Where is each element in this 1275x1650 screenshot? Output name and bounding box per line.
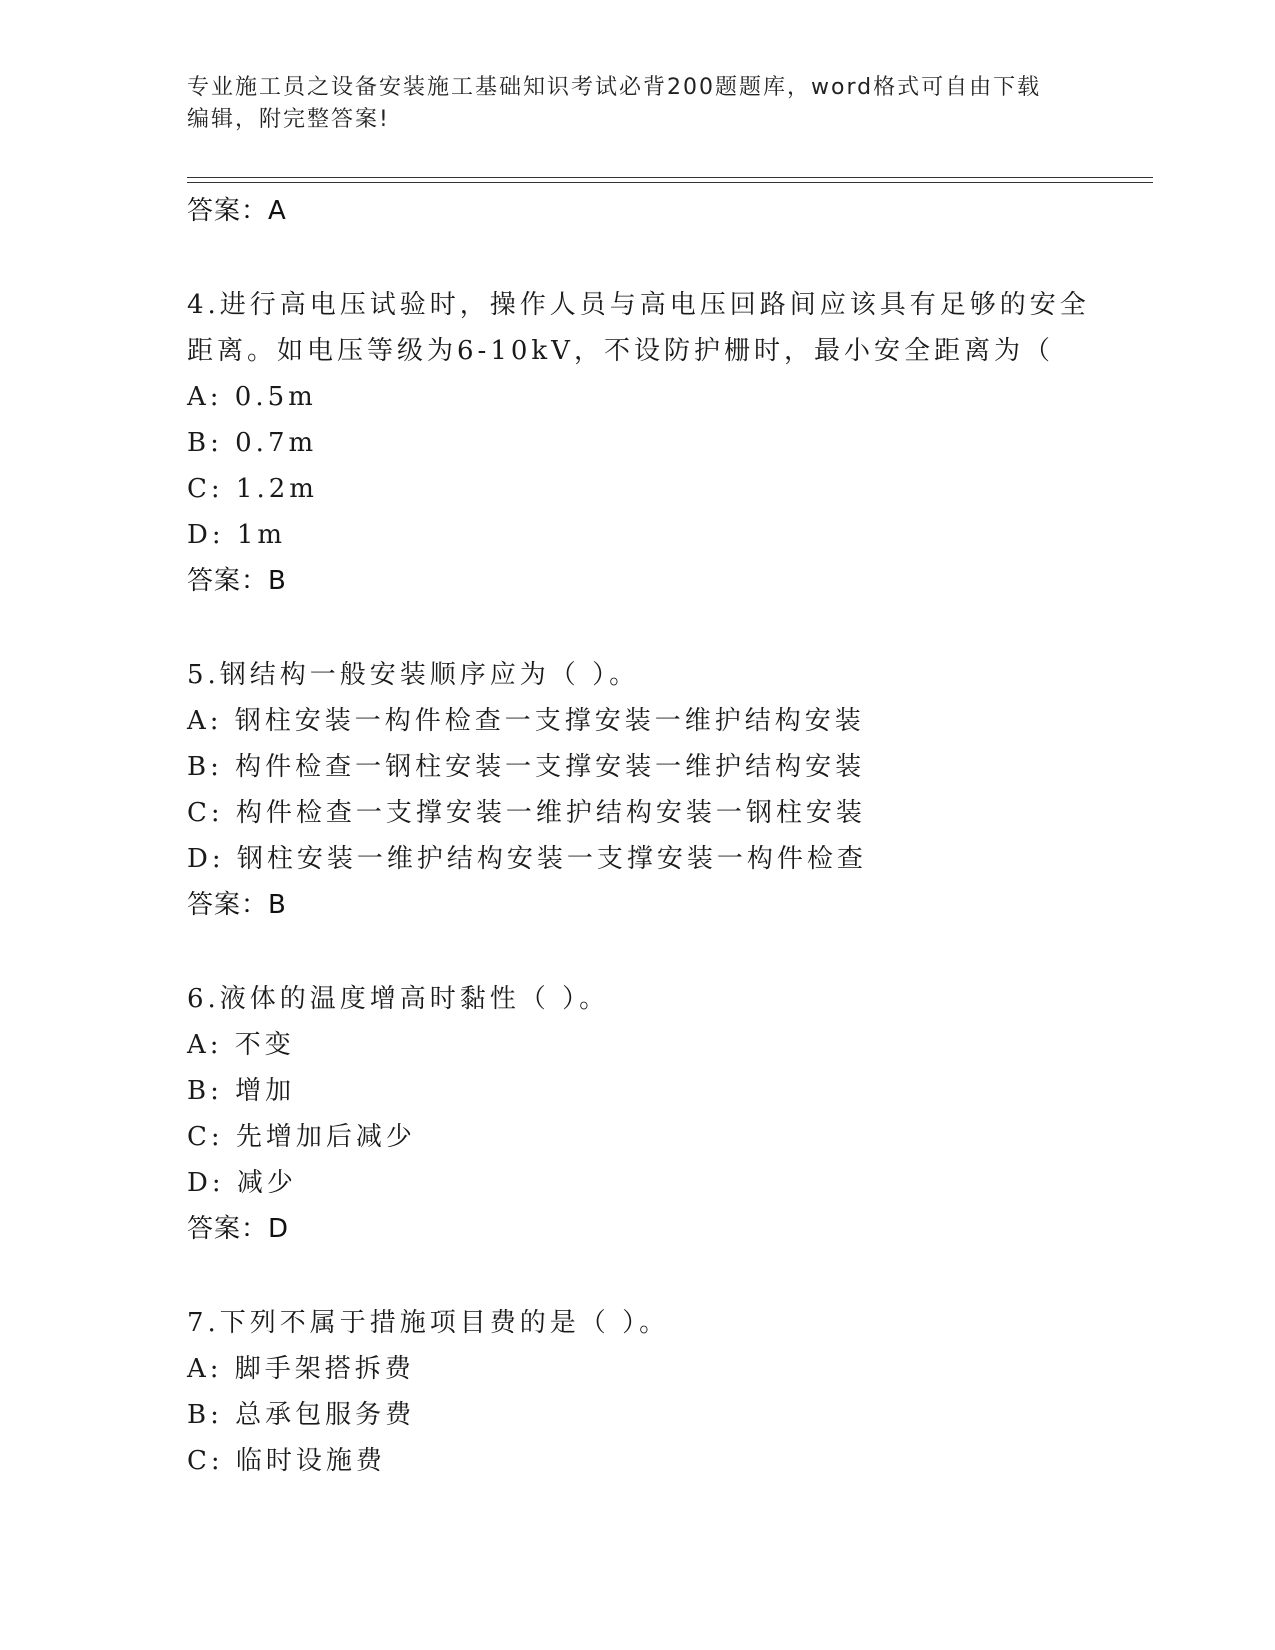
option-d: D: 1m bbox=[187, 520, 287, 550]
option-c: C: 先增加后减少 bbox=[187, 1122, 416, 1152]
question-stem: 4.进行高电压试验时，操作人员与高电压回路间应该具有足够的安全 bbox=[187, 290, 1090, 320]
question-7 bbox=[187, 1300, 1137, 1484]
header-line-2: 编辑，附完整答案! bbox=[187, 107, 390, 132]
question-list bbox=[187, 188, 1137, 1484]
option-a: A: 钢柱安装一构件检查一支撑安装一维护结构安装 bbox=[187, 706, 865, 736]
option-b: B: 增加 bbox=[187, 1076, 296, 1106]
option-a: A: 不变 bbox=[187, 1030, 295, 1060]
option-d: D: 钢柱安装一维护结构安装一支撑安装一构件检查 bbox=[187, 844, 867, 874]
option-c: C: 1.2m bbox=[187, 474, 318, 504]
question-stem: 6.液体的温度增高时黏性（ ）。 bbox=[187, 984, 610, 1014]
question-stem: 5.钢结构一般安装顺序应为（ ）。 bbox=[187, 660, 640, 690]
answer-line: 答案：D bbox=[187, 1214, 290, 1244]
question-6 bbox=[187, 976, 1137, 1252]
answer-line: 答案：B bbox=[187, 566, 287, 596]
document-header bbox=[187, 72, 1077, 136]
option-c: C: 临时设施费 bbox=[187, 1446, 386, 1476]
option-b: B: 构件检查一钢柱安装一支撑安装一维护结构安装 bbox=[187, 752, 866, 782]
option-c: C: 构件检查一支撑安装一维护结构安装一钢柱安装 bbox=[187, 798, 866, 828]
option-b: B: 总承包服务费 bbox=[187, 1400, 416, 1430]
header-line-1: 专业施工员之设备安装施工基础知识考试必背200题题库，word格式可自由下载 bbox=[187, 75, 1042, 100]
option-a: A: 脚手架搭拆费 bbox=[187, 1354, 415, 1384]
option-b: B: 0.7m bbox=[187, 428, 318, 458]
question-stem: 7.下列不属于措施项目费的是（ ）。 bbox=[187, 1308, 670, 1338]
question-stem-continued: 距离。如电压等级为6-10kV，不设防护栅时，最小安全距离为（ bbox=[187, 336, 1054, 366]
option-a: A: 0.5m bbox=[187, 382, 317, 412]
question-4 bbox=[187, 282, 1137, 604]
answer-line: 答案：B bbox=[187, 890, 287, 920]
option-d: D: 减少 bbox=[187, 1168, 297, 1198]
answer-line: 答案：A bbox=[187, 196, 287, 226]
header-divider-bottom bbox=[187, 182, 1153, 183]
header-divider-top bbox=[187, 177, 1153, 178]
question-5 bbox=[187, 652, 1137, 928]
